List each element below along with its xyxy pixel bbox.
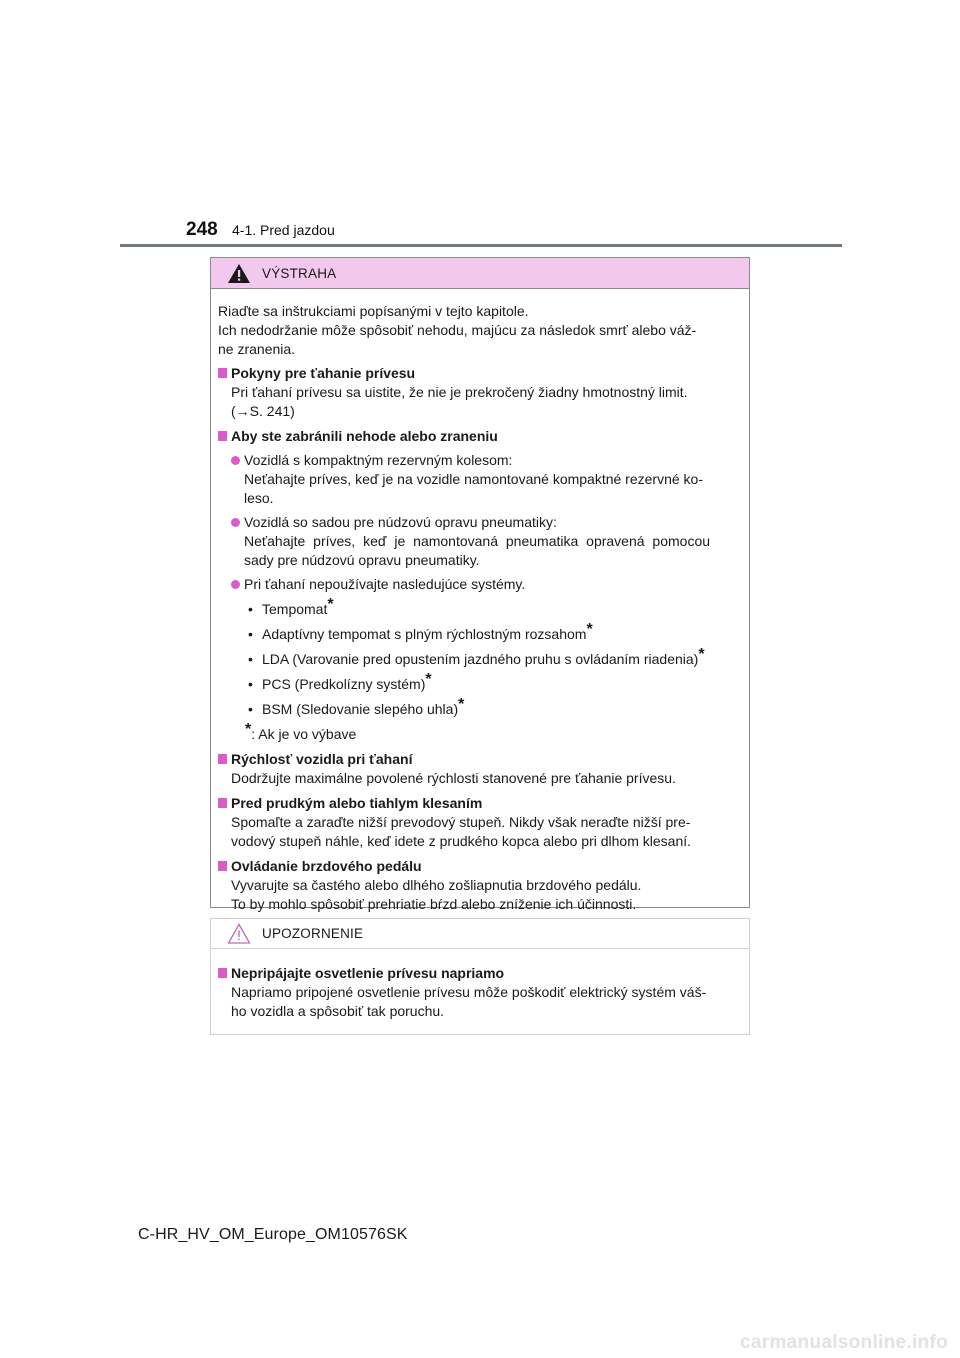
system-item: • BSM (Sledovanie slepého uhla)* bbox=[248, 696, 465, 717]
section-heading: Rýchlosť vozidla pri ťahaní bbox=[218, 750, 743, 769]
asterisk-mark: * bbox=[425, 671, 432, 688]
notice-box bbox=[210, 918, 750, 1035]
warning-triangle-icon bbox=[227, 263, 251, 284]
list-item: Vozidlá so sadou pre núdzovú opravu pneumatiky: Neťahajte príves, keď je namontovaná pneumatika opravená pomocou sady pre núdzovú opravu pneumatiky. bbox=[218, 513, 743, 570]
list-item: Pri ťahaní nepoužívajte nasledujúce systémy. bbox=[218, 575, 743, 594]
notice-title: UPOZORNENIE bbox=[262, 926, 364, 941]
section-text: To by mohlo spôsobiť prehriatie bŕzd alebo zníženie ich účinnosti. bbox=[231, 896, 637, 912]
section-text: Dodržujte maximálne povolené rýchlosti stanovené pre ťahanie prívesu. bbox=[231, 770, 676, 786]
asterisk-mark: * bbox=[698, 646, 705, 663]
footnote: *: Ak je vo výbave bbox=[245, 721, 357, 742]
square-bullet-icon bbox=[218, 968, 227, 978]
asterisk-mark: * bbox=[327, 596, 334, 613]
section-text: Napriamo pripojené osvetlenie prívesu môže poškodiť elektrický systém váš- bbox=[231, 984, 707, 1000]
square-bullet-icon bbox=[218, 368, 227, 378]
system-item: • Tempomat* bbox=[248, 596, 334, 617]
warning-header bbox=[211, 258, 749, 289]
notice-header bbox=[211, 919, 749, 949]
section-title: 4-1. Pred jazdou bbox=[232, 222, 335, 238]
asterisk-mark: * bbox=[458, 696, 465, 713]
warning-body bbox=[211, 289, 749, 914]
watermark: carmanualsonline.info bbox=[740, 1332, 948, 1353]
warning-title: VÝSTRAHA bbox=[262, 265, 337, 281]
section-text: ho vozidla a spôsobiť tak poruchu. bbox=[231, 1003, 445, 1019]
list-item: Vozidlá s kompaktným rezervným kolesom: Neťahajte príves, keď je na vozidle namontované kompaktné rezervné ko- leso. bbox=[218, 451, 743, 508]
page-number: 248 bbox=[186, 219, 218, 240]
caution-triangle-icon bbox=[227, 923, 251, 944]
square-bullet-icon bbox=[218, 431, 227, 441]
section-text: Pri ťahaní prívesu sa uistite, že nie je prekročený žiadny hmotnostný limit. bbox=[231, 384, 688, 400]
asterisk-mark: * bbox=[586, 621, 593, 638]
section-heading: Ovládanie brzdového pedálu bbox=[218, 857, 743, 876]
system-item: • Adaptívny tempomat s plným rýchlostným rozsahom* bbox=[248, 621, 593, 642]
page-reference: (→S. 241) bbox=[231, 403, 295, 419]
section-text: Spomaľte a zaraďte nižší prevodový stupeň. Nikdy však neraďte nižší pre- bbox=[231, 814, 691, 830]
section-heading: Aby ste zabránili nehode alebo zraneniu bbox=[218, 427, 743, 446]
warning-box bbox=[210, 257, 750, 912]
square-bullet-icon bbox=[218, 861, 227, 871]
intro-line: Riaďte sa inštrukciami popísanými v tejto kapitole. bbox=[218, 303, 529, 319]
square-bullet-icon bbox=[218, 798, 227, 808]
intro-line: ne zranenia. bbox=[218, 341, 296, 357]
section-heading: Nepripájajte osvetlenie prívesu napriamo bbox=[218, 964, 743, 983]
section-text: vodový stupeň náhle, keď idete z prudkého kopca alebo pri dlhom klesaní. bbox=[231, 833, 692, 849]
square-bullet-icon bbox=[218, 754, 227, 764]
circle-bullet-icon bbox=[231, 580, 240, 589]
header-rule bbox=[120, 244, 842, 247]
system-item: • PCS (Predkolízny systém)* bbox=[248, 671, 432, 692]
circle-bullet-icon bbox=[231, 456, 240, 465]
document-code: C-HR_HV_OM_Europe_OM10576SK bbox=[138, 1226, 408, 1243]
circle-bullet-icon bbox=[231, 518, 240, 527]
system-item: • LDA (Varovanie pred opustením jazdného pruhu s ovládaním riadenia)* bbox=[248, 646, 705, 667]
intro-line: Ich nedodržanie môže spôsobiť nehodu, majúcu za následok smrť alebo váž- bbox=[218, 322, 697, 338]
notice-body bbox=[211, 949, 749, 1021]
section-text: Vyvarujte sa častého alebo dlhého zošliapnutia brzdového pedálu. bbox=[231, 877, 642, 893]
section-heading: Pokyny pre ťahanie prívesu bbox=[218, 364, 743, 383]
section-heading: Pred prudkým alebo tiahlym klesaním bbox=[218, 794, 743, 813]
